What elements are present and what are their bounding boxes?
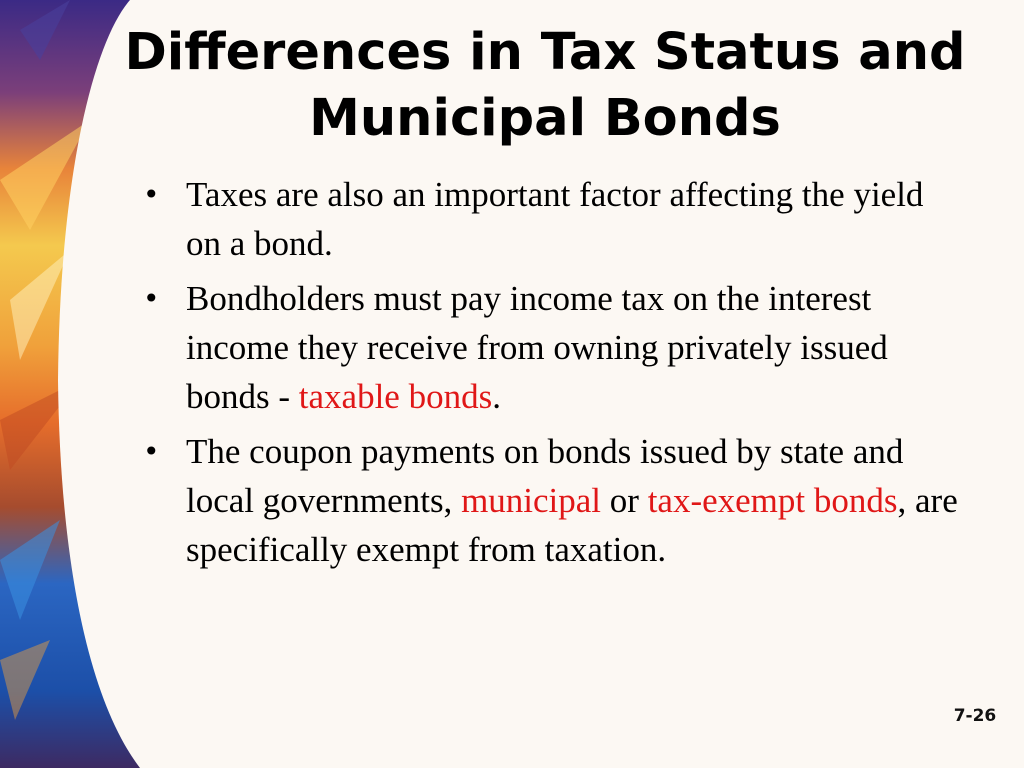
bullet-text: or [601, 481, 648, 520]
bullet-text: Bondholders must pay income tax on the interest income they receive from owning privately issued bonds - [186, 279, 888, 416]
bullet-item-2 [140, 274, 960, 421]
bullet-icon: • [143, 282, 160, 315]
bullet-list [140, 170, 960, 580]
highlight-term: tax-exempt bonds [647, 481, 898, 520]
bullet-item-1 [140, 170, 960, 268]
bullet-icon: • [143, 435, 160, 468]
bullet-text: The coupon payments on bonds issued by state and local governments, [186, 432, 904, 520]
bullet-text: , are specifically exempt from taxation. [186, 481, 958, 569]
title-line-2: Municipal Bonds [309, 89, 781, 148]
bullet-icon: • [143, 178, 160, 211]
bullet-text: . [492, 377, 501, 416]
slide-title [90, 20, 1000, 152]
bullet-text: Taxes are also an important factor affecting the yield on a bond. [186, 175, 924, 263]
slide-number: 7-26 [953, 706, 997, 726]
highlight-term: municipal [461, 481, 602, 520]
title-line-1: Differences in Tax Status and [124, 23, 966, 82]
bullet-item-3 [140, 427, 960, 574]
highlight-term: taxable bonds [298, 377, 493, 416]
